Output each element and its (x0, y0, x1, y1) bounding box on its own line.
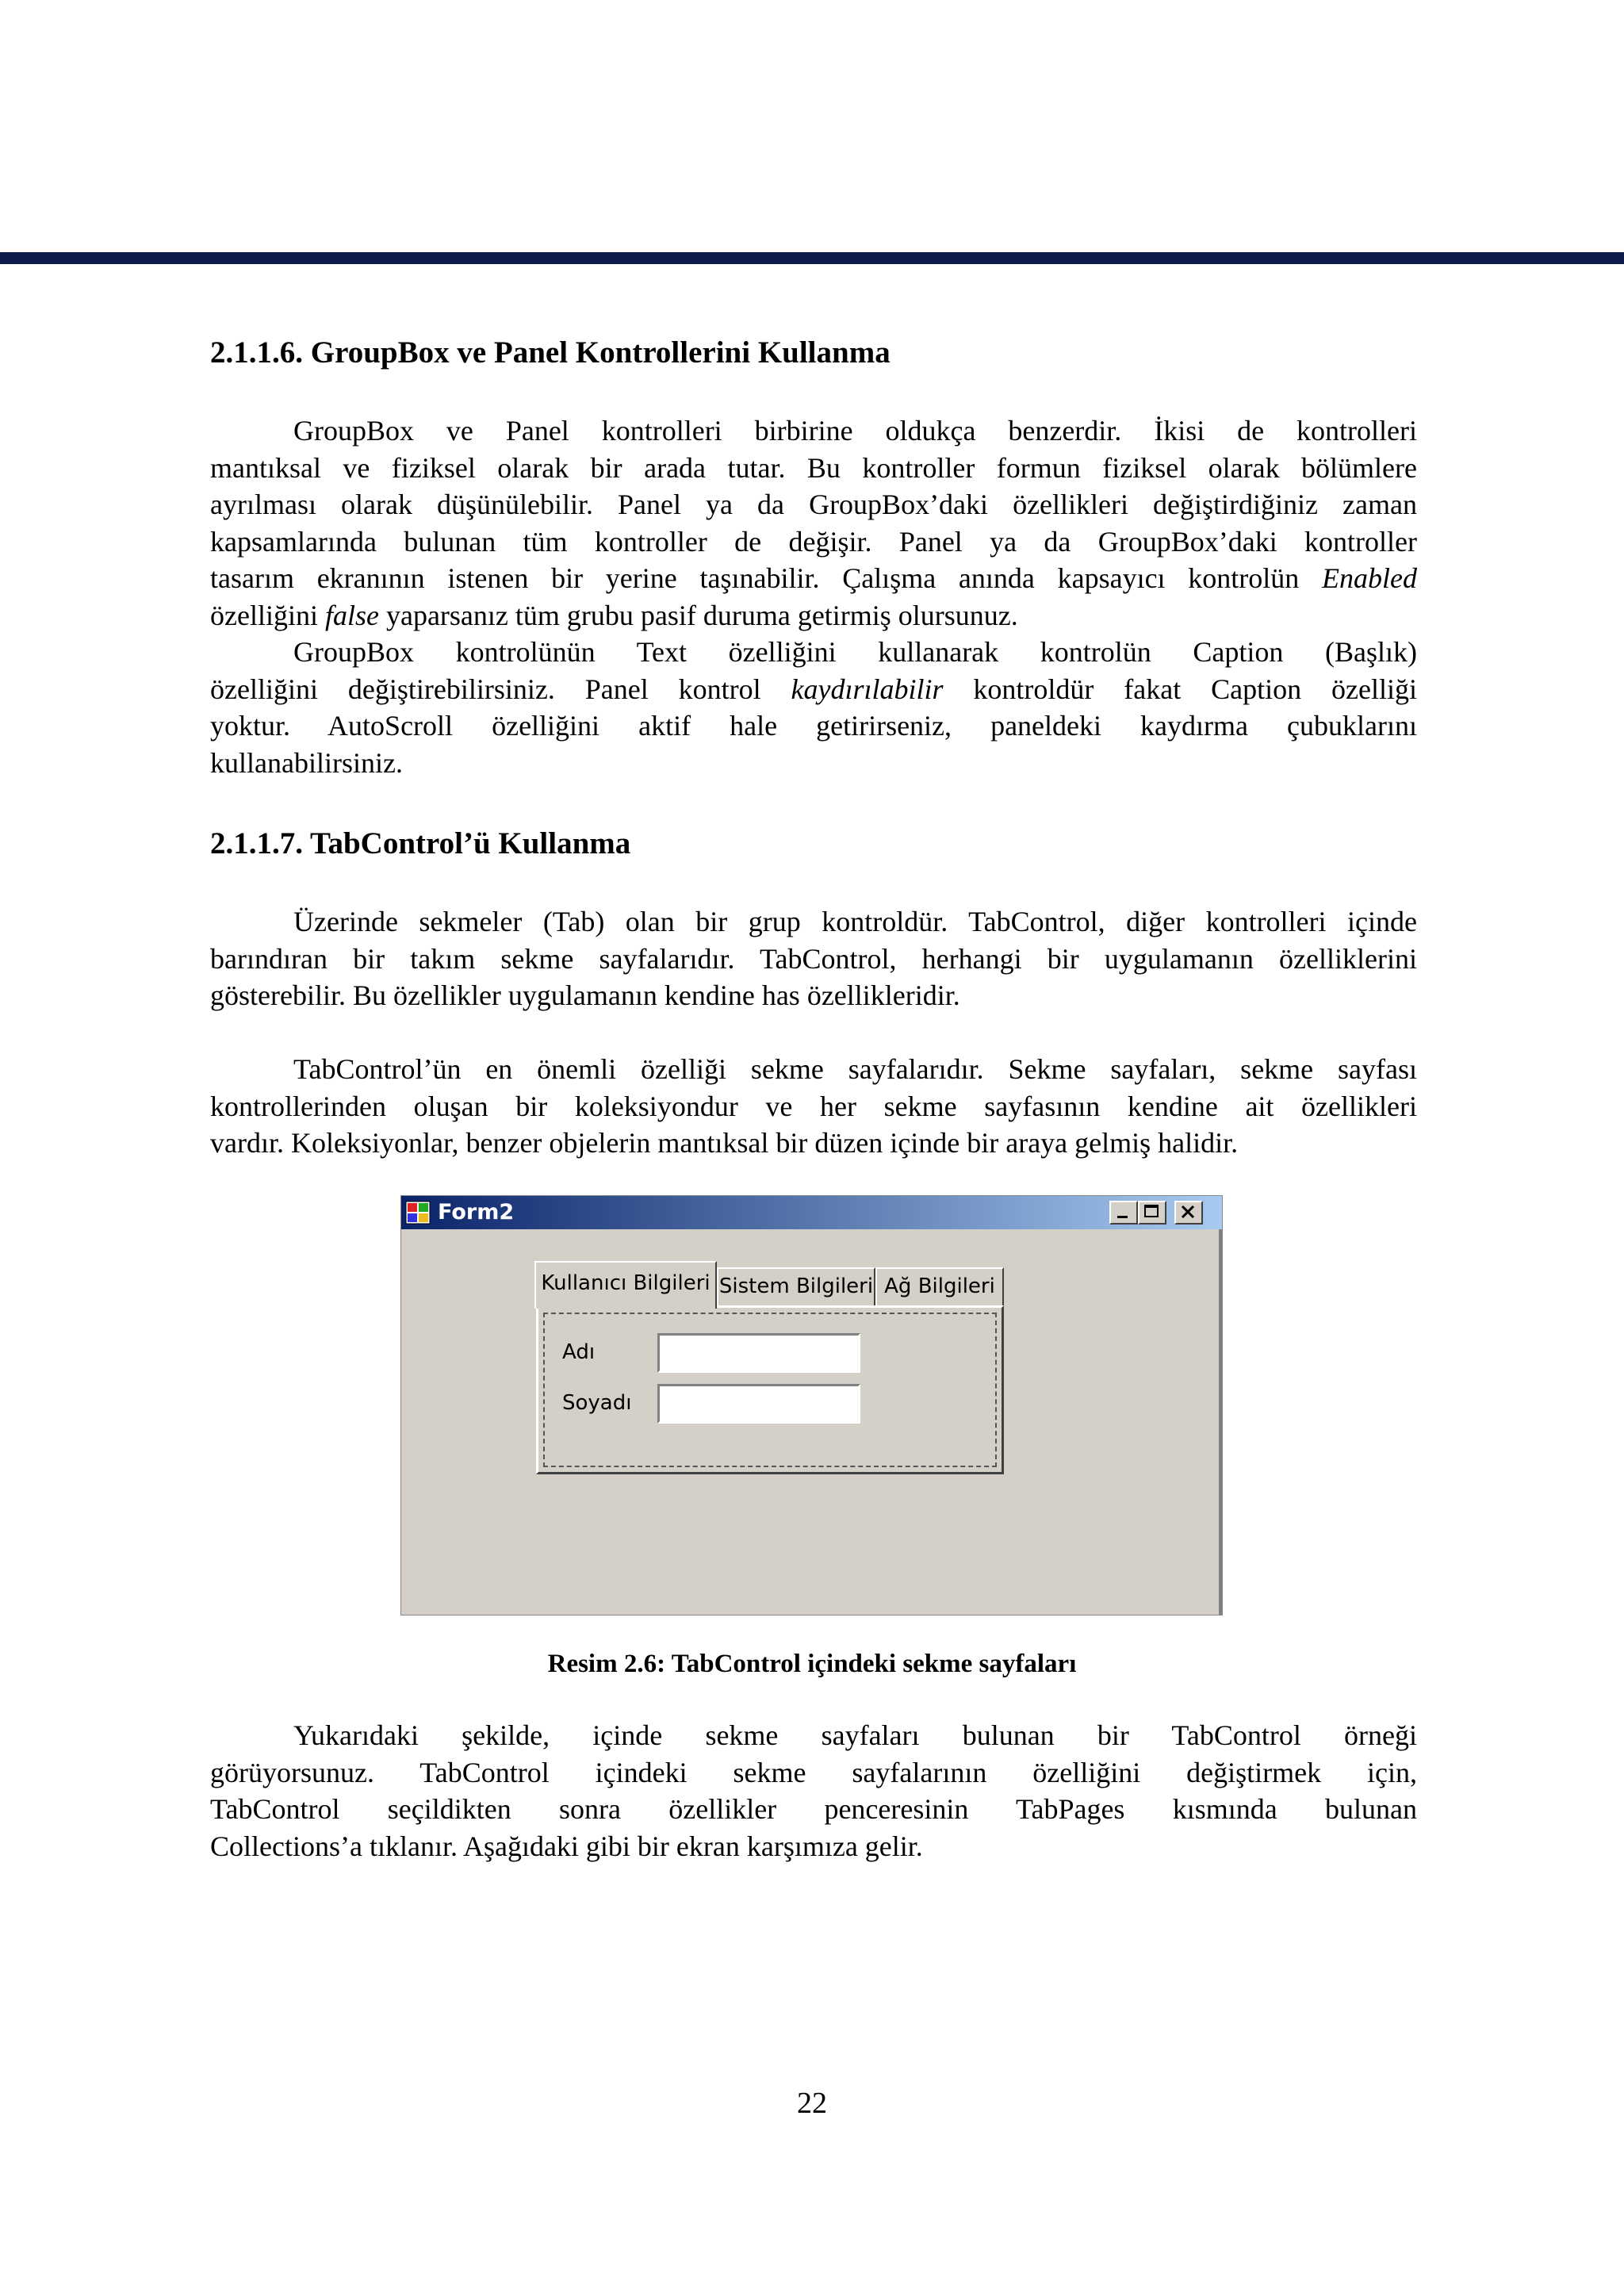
adi-input[interactable] (657, 1333, 860, 1373)
text-line: Collections’a tıklanır. Aşağıdaki gibi bir ekran karşımıza gelir. (210, 1830, 923, 1862)
paragraph-tabpages (210, 1051, 1417, 1162)
text-line: özelliğini false yaparsanız tüm grubu pasif duruma getirmiş olursunuz. (210, 599, 1018, 631)
italic-term: false (324, 599, 379, 631)
figure-caption: Resim 2.6: TabControl içindeki sekme sayfaları (547, 1650, 1077, 1678)
close-icon (1176, 1202, 1201, 1223)
text-line: kapsamlarında bulunan tüm kontroller de değişir. Panel ya da GroupBox’daki kontroller (210, 525, 1417, 558)
header-rule (0, 252, 1624, 264)
text-line: GroupBox ve Panel kontrolleri birbirine oldukça benzerdir. İkisi de kontrolleri (293, 415, 1417, 447)
maximize-icon (1139, 1202, 1165, 1223)
section-heading-tabcontrol: 2.1.1.7. TabControl’ü Kullanma (210, 826, 631, 860)
window-titlebar[interactable] (401, 1196, 1222, 1229)
text-line: kontrollerinden oluşan bir koleksiyondur ve her sekme sayfasının kendine ait özellikleri (210, 1090, 1417, 1122)
form2-window (400, 1195, 1223, 1616)
text-line: GroupBox kontrolünün Text özelliğini kullanarak kontrolün Caption (Başlık) (293, 636, 1417, 668)
text-line: gösterebilir. Bu özellikler uygulamanın kendine has özellikleridir. (210, 979, 960, 1011)
italic-term: kaydırılabilir (791, 673, 944, 705)
text-line: tasarım ekranının istenen bir yerine taşınabilir. Çalışma anında kapsayıcı kontrolün Enabled (210, 562, 1417, 594)
text-line: TabControl’ün en önemli özelliği sekme sayfalarıdır. Sekme sayfaları, sekme sayfası (293, 1053, 1417, 1085)
paragraph-groupbox-panel (210, 412, 1417, 781)
text-line: barındıran bir takım sekme sayfalarıdır. TabControl, herhangi bir uygulamanın özelliklerini (210, 942, 1417, 975)
italic-term: Enabled (1322, 562, 1417, 594)
minimize-icon (1111, 1202, 1136, 1223)
tab-ag-bilgileri[interactable]: Ağ Bilgileri (875, 1267, 1004, 1305)
text-line: görüyorsunuz. TabControl içindeki sekme sayfalarının özelliğini değiştirmek için, (210, 1756, 1417, 1788)
paragraph-tabcontrol-example (210, 1717, 1417, 1865)
text-line: kullanabilirsiniz. (210, 746, 403, 779)
text-line: yoktur. AutoScroll özelliğini aktif hale getirirseniz, paneldeki kaydırma çubuklarını (210, 710, 1417, 742)
tab-sistem-bilgileri[interactable]: Sistem Bilgileri (717, 1267, 875, 1305)
text-line: mantıksal ve fiziksel olarak bir arada tutar. Bu kontroller formun fiziksel olarak bölümlere (210, 451, 1417, 484)
text-line: Üzerinde sekmeler (Tab) olan bir grup kontroldür. TabControl, diğer kontrolleri içinde (293, 906, 1417, 937)
minimize-button[interactable] (1109, 1201, 1138, 1225)
window-title: Form2 (438, 1200, 515, 1225)
close-button[interactable] (1174, 1201, 1203, 1225)
window-border (1219, 1229, 1222, 1615)
text-line: ayrılması olarak düşünülebilir. Panel ya da GroupBox’daki özellikleri değiştirdiğiniz zaman (210, 489, 1417, 520)
tab-kullanici-bilgileri[interactable]: Kullanıcı Bilgileri (534, 1261, 717, 1309)
maximize-button[interactable] (1138, 1201, 1166, 1225)
page-number: 22 (797, 2087, 827, 2120)
text-line: vardır. Koleksiyonlar, benzer objelerin mantıksal bir düzen içinde bir araya gelmiş halidir. (210, 1127, 1239, 1159)
text-line: Yukarıdaki şekilde, içinde sekme sayfaları bulunan bir TabControl örneği (293, 1719, 1417, 1751)
text-line: özelliğini değiştirebilirsiniz. Panel kontrol kaydırılabilir kontroldür fakat Caption özelliği (210, 673, 1417, 705)
section-heading-groupbox: 2.1.1.6. GroupBox ve Panel Kontrollerini Kullanma (210, 335, 891, 370)
application-icon (405, 1201, 431, 1225)
label-adi: Adı (562, 1340, 596, 1364)
soyadi-input[interactable] (657, 1384, 860, 1424)
label-soyadi: Soyadı (562, 1391, 632, 1415)
text-line: TabControl seçildikten sonra özellikler penceresinin TabPages kısmında bulunan (210, 1793, 1417, 1825)
paragraph-tabcontrol-intro (210, 903, 1417, 1014)
tab-page-panel (536, 1305, 1004, 1474)
